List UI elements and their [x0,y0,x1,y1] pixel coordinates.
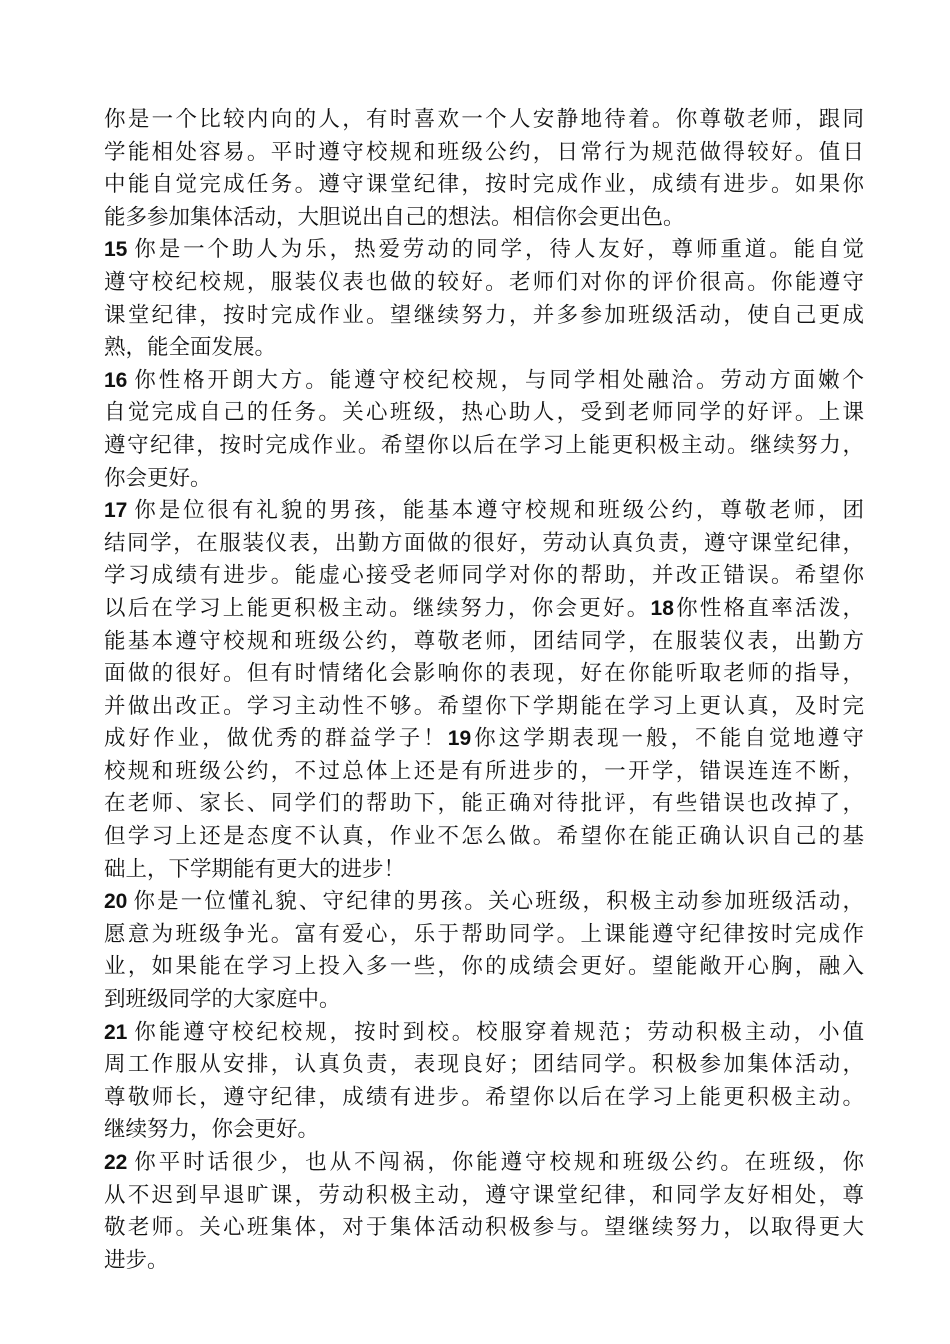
comment-number: 19 [447,727,472,751]
line-text: 结同学，在服装仪表，出勤方面做的很好，劳动认真负责，遵守课堂纪律， [104,530,864,556]
text-line [104,658,864,691]
line-text: 熟，能全面发展。 [104,335,277,361]
text-line [104,332,864,365]
line-text: 你平时话很少，也从不闯祸，你能遵守校规和班级公约。在班级，你 [131,1150,864,1175]
line-text: 你是一个比较内向的人，有时喜欢一个人安静地待着。你尊敬老师，跟同 [104,107,864,132]
text-line [104,560,864,593]
line-text: 学习成绩有进步。能虚心接受老师同学对你的帮助，并改正错误。希望你 [104,563,864,589]
text-line [104,951,864,984]
line-text: 以后在学习上能更积极主动。继续努力，你会更好。 [104,595,651,621]
comment-number: 17 [104,499,128,523]
line-text: 你性格开朗大方。能遵守校纪校规，与同学相处融洽。劳动方面嫩个 [131,367,864,393]
text-line [104,365,864,398]
line-text: 遵守纪律，按时完成作业。希望你以后在学习上能更积极主动。继续努力， [104,432,864,458]
text-line [104,430,864,463]
text-line [104,984,864,1017]
line-text-tail: 你这学期表现一般，不能自觉地遵守 [471,726,864,752]
line-text: 础上，下学期能有更大的进步！ [104,856,406,882]
comment-number: 15 [104,238,128,262]
line-text: 从不迟到早退旷课，劳动积极主动，遵守课堂纪律，和同学友好相处，尊 [104,1182,864,1208]
line-text: 你能遵守校纪校规，按时到校。校服穿着规范；劳动积极主动，小值 [131,1019,864,1045]
text-line [104,1180,864,1213]
text-line [104,788,864,821]
line-text: 中能自觉完成任务。遵守课堂纪律，按时完成作业，成绩有进步。如果你 [104,172,864,198]
line-text: 进步。 [104,1247,169,1273]
line-text: 学能相处容易。平时遵守校规和班级公约，日常行为规范做得较好。值日 [104,139,864,165]
line-text: 但学习上还是态度不认真，作业不怎么做。希望你在能正确认识自己的基 [104,824,864,850]
text-line [104,137,864,170]
text-line [104,723,864,756]
line-text: 你是位很有礼貌的男孩，能基本遵守校规和班级公约，尊敬老师，团 [131,498,864,524]
line-text: 能基本遵守校规和班级公约，尊敬老师，团结同学，在服装仪表，出勤方 [104,628,864,654]
line-text: 成好作业，做优秀的群益学子！ [104,726,448,752]
line-text: 你会更好。 [104,465,212,491]
text-line [104,1082,864,1115]
line-text: 继续努力，你会更好。 [104,1117,320,1143]
line-text: 面做的很好。但有时情绪化会影响你的表现，好在你能听取老师的指导， [104,661,864,687]
line-text: 课堂纪律，按时完成作业。望继续努力，并多参加班级活动，使自己更成 [104,302,864,328]
comment-number: 16 [104,368,128,392]
text-line [104,202,864,235]
text-line [104,626,864,659]
text-line [104,1147,864,1180]
text-line [104,1114,864,1147]
text-line [104,1049,864,1082]
line-text: 尊敬师长，遵守纪律，成绩有进步。希望你以后在学习上能更积极主动。 [104,1084,864,1110]
line-text: 并做出改正。学习主动性不够。希望你下学期能在学习上更认真，及时完 [104,693,864,719]
text-line [104,528,864,561]
line-text: 在老师、家长、同学们的帮助下，能正确对待批评，有些错误也改掉了， [104,791,864,817]
line-text: 遵守校纪校规，服装仪表也做的较好。老师们对你的评价很高。你能遵守 [104,269,864,295]
line-text: 敬老师。关心班集体，对于集体活动积极参与。望继续努力，以取得更大 [104,1215,864,1241]
line-text: 周工作服从安排，认真负责，表现良好；团结同学。积极参加集体活动， [104,1052,864,1078]
text-line [104,756,864,789]
line-text: 到班级同学的大家庭中。 [104,987,341,1013]
line-text: 你是一位懂礼貌、守纪律的男孩。关心班级，积极主动参加班级活动， [131,889,864,915]
text-line [104,495,864,528]
text-line [104,854,864,887]
text-line [104,267,864,300]
text-line [104,886,864,919]
comment-number: 20 [104,890,128,914]
document-page [104,104,864,1277]
text-line [104,234,864,267]
line-text: 你是一个助人为乐，热爱劳动的同学，待人友好，尊师重道。能自觉 [131,237,864,263]
text-line [104,593,864,626]
line-text: 自觉完成自己的任务。关心班级，热心助人，受到老师同学的好评。上课 [104,400,864,426]
line-text: 愿意为班级争光。富有爱心，乐于帮助同学。上课能遵守纪律按时完成作 [104,921,864,947]
text-line [104,821,864,854]
line-text-tail: 你性格直率活泼， [673,595,864,621]
text-line [104,919,864,952]
text-line [104,463,864,496]
text-line [104,1212,864,1245]
text-line [104,691,864,724]
text-line [104,104,864,137]
text-line [104,169,864,202]
comment-number: 21 [104,1020,128,1044]
text-line [104,1017,864,1050]
line-text: 业，如果能在学习上投入多一些，你的成绩会更好。望能敞开心胸，融入 [104,954,864,980]
line-text: 校规和班级公约，不过总体上还是有所进步的，一开学，错误连连不断， [104,758,864,784]
text-line [104,1245,864,1278]
comment-number: 18 [650,596,674,620]
line-text: 能多参加集体活动，大胆说出自己的想法。相信你会更出色。 [104,204,685,230]
text-line [104,300,864,333]
text-line [104,397,864,430]
comment-number: 22 [104,1151,128,1174]
